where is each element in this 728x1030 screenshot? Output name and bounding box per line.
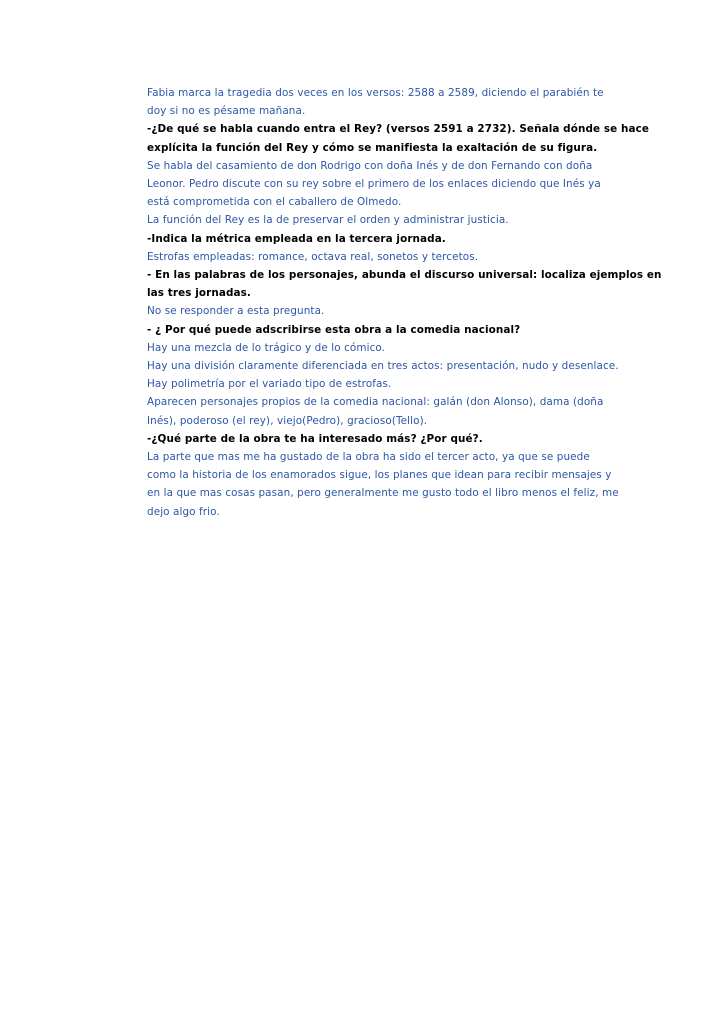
answer-line: Hay una división claramente diferenciada en tres actos: presentación, nudo y desenlace. xyxy=(147,360,619,373)
question-line: explícita la función del Rey y cómo se manifiesta la exaltación de su figura. xyxy=(147,141,598,154)
answer-line: como la historia de los enamorados sigue, los planes que idean para recibir mensajes y xyxy=(147,469,612,482)
answer-line: Se habla del casamiento de don Rodrigo con doña Inés y de don Fernando con doña xyxy=(147,159,593,172)
answer-line: La función del Rey es la de preservar el orden y administrar justicia. xyxy=(147,214,509,227)
answer-line: Fabia marca la tragedia dos veces en los versos: 2588 a 2589, diciendo el parabién te xyxy=(147,87,604,99)
question-line: las tres jornadas. xyxy=(147,287,251,300)
answer-line: dejo algo frio. xyxy=(147,505,220,518)
document-page xyxy=(147,84,662,521)
question-line: -¿Qué parte de la obra te ha interesado más? ¿Por qué?. xyxy=(147,432,483,445)
answer-line: Aparecen personajes propios de la comedia nacional: galán (don Alonso), dama (doña xyxy=(147,396,604,409)
answer-line: en la que mas cosas pasan, pero generalmente me gusto todo el libro menos el feliz, me xyxy=(147,487,619,500)
document-body xyxy=(147,84,662,521)
answer-line: No se responder a esta pregunta. xyxy=(147,305,325,318)
answer-line: Estrofas empleadas: romance, octava real, sonetos y tercetos. xyxy=(147,250,479,263)
answer-line: Inés), poderoso (el rey), viejo(Pedro), gracioso(Tello). xyxy=(147,414,428,427)
answer-line: Leonor. Pedro discute con su rey sobre el primero de los enlaces diciendo que Inés ya xyxy=(147,178,601,191)
answer-line: La parte que mas me ha gustado de la obra ha sido el tercer acto, ya que se puede xyxy=(147,451,590,464)
question-line: - ¿ Por qué puede adscribirse esta obra a la comedia nacional? xyxy=(147,323,521,336)
question-line: - En las palabras de los personajes, abunda el discurso universal: localiza ejemplos en xyxy=(147,269,662,282)
answer-line: doy si no es pésame mañana. xyxy=(147,105,306,118)
question-line: -¿De qué se habla cuando entra el Rey? (versos 2591 a 2732). Señala dónde se hace xyxy=(147,123,650,136)
question-line: -Indica la métrica empleada en la tercera jornada. xyxy=(147,232,446,245)
answer-line: Hay polimetría por el variado tipo de estrofas. xyxy=(147,378,392,391)
answer-line: Hay una mezcla de lo trágico y de lo cómico. xyxy=(147,341,386,354)
answer-line: está comprometida con el caballero de Olmedo. xyxy=(147,196,402,209)
